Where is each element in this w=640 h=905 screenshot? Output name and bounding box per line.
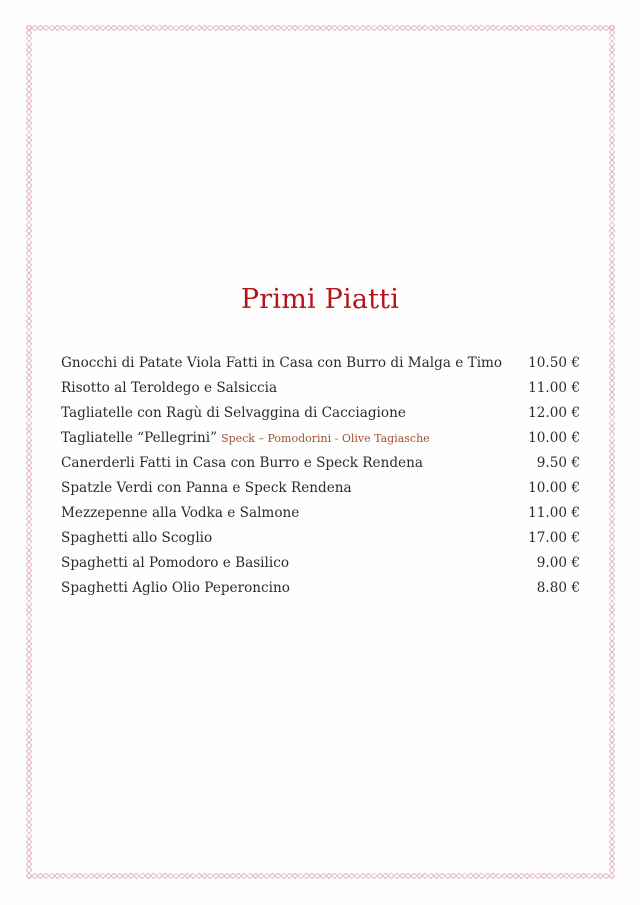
dish-price: 8.80 € bbox=[536, 580, 580, 596]
dish-name: Canerderli Fatti in Casa con Burro e Speck Rendena bbox=[61, 455, 423, 471]
dish-price: 10.50 € bbox=[528, 355, 580, 371]
dish-price: 11.00 € bbox=[528, 380, 580, 396]
menu-item bbox=[61, 452, 580, 477]
dish-price: 17.00 € bbox=[528, 530, 580, 546]
dish-price: 11.00 € bbox=[528, 505, 580, 521]
menu-item bbox=[61, 377, 580, 402]
dish-name: Spaghetti Aglio Olio Peperoncino bbox=[61, 580, 290, 596]
border-left bbox=[26, 25, 32, 879]
dish-name: Tagliatelle con Ragù di Selvaggina di Cacciagione bbox=[61, 405, 406, 421]
dish-price: 9.00 € bbox=[536, 555, 580, 571]
menu-item bbox=[61, 477, 580, 502]
dish-note: Speck – Pomodorini - Olive Tagiasche bbox=[221, 432, 430, 445]
menu-item bbox=[61, 527, 580, 552]
dish-name: Spatzle Verdi con Panna e Speck Rendena bbox=[61, 480, 352, 496]
menu-item bbox=[61, 352, 580, 377]
dish-name: Tagliatelle “Pellegrini” bbox=[61, 430, 218, 446]
menu-item bbox=[61, 577, 580, 602]
dish-price: 10.00 € bbox=[528, 430, 580, 446]
dish-name: Gnocchi di Patate Viola Fatti in Casa con Burro di Malga e Timo bbox=[61, 355, 503, 371]
section-title: Primi Piatti bbox=[240, 284, 400, 315]
menu-item bbox=[61, 402, 580, 427]
dish-name: Mezzepenne alla Vodka e Salmone bbox=[61, 505, 300, 521]
dish-name-with-note bbox=[61, 427, 430, 450]
dish-name: Spaghetti allo Scoglio bbox=[61, 530, 213, 546]
border-bottom bbox=[26, 873, 615, 879]
menu-item bbox=[61, 502, 580, 527]
menu-item bbox=[61, 552, 580, 577]
dish-name: Spaghetti al Pomodoro e Basilico bbox=[61, 555, 290, 571]
border-top bbox=[26, 25, 615, 31]
dish-price: 10.00 € bbox=[528, 480, 580, 496]
menu-item bbox=[61, 427, 580, 452]
dish-price: 12.00 € bbox=[528, 405, 580, 421]
menu-list bbox=[61, 352, 580, 602]
border-right bbox=[609, 25, 615, 879]
dish-price: 9.50 € bbox=[536, 455, 580, 471]
dish-name: Risotto al Teroldego e Salsiccia bbox=[61, 380, 278, 396]
